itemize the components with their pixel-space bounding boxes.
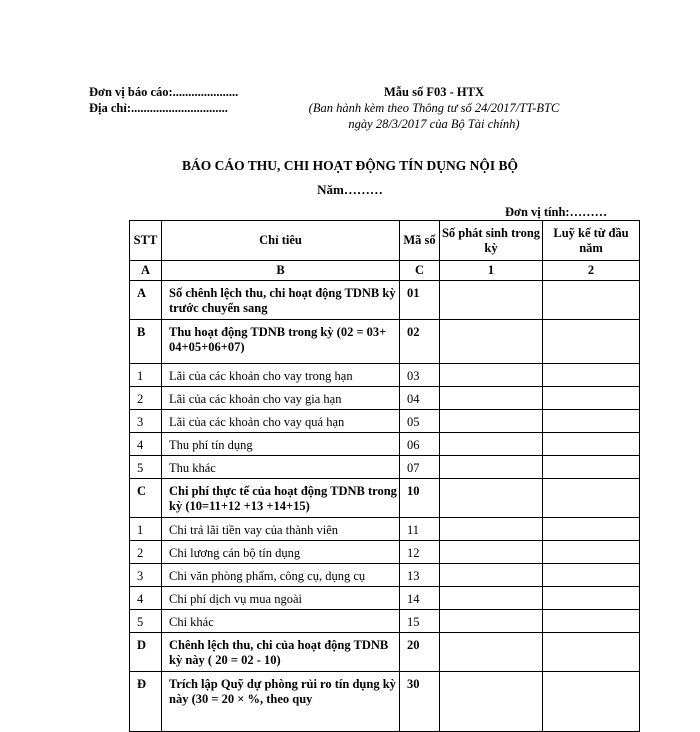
table-row [130,633,640,672]
stt-cell-text: 4 [137,438,144,452]
indicator-cell-text: Thu khác [169,461,216,475]
stt-cell [130,672,162,732]
cumulative-value-cell [543,518,640,541]
code-cell-text: 04 [407,392,420,406]
code-cell-text: 20 [407,638,420,652]
stt-cell-text: 1 [137,369,144,383]
code-cell-text: 15 [407,615,420,629]
code-cell-text: 02 [407,325,420,339]
cumulative-value-cell [543,456,640,479]
code-cell [400,672,440,732]
table-row [130,479,640,518]
cumulative-value-cell [543,587,640,610]
header-right [298,84,570,132]
address: Địa chỉ:............................... [89,101,228,115]
letter-cell: 1 [440,261,543,281]
indicator-cell-text: Lãi của các khoản cho vay quá hạn [169,415,345,429]
stt-cell [130,564,162,587]
code-cell [400,541,440,564]
indicator-cell [162,633,400,672]
indicator-cell [162,672,400,732]
code-cell [400,587,440,610]
cumulative-value-cell [543,564,640,587]
stt-cell-text: 5 [137,461,144,475]
cumulative-value-cell [543,320,640,364]
cumulative-value-cell [543,610,640,633]
stt-cell-text: 3 [137,415,144,429]
header-indicator: Chỉ tiêu [162,221,400,261]
indicator-cell-text: Trích lập Quỹ dự phòng rủi ro tín dụng kỳ này (30 = 20 × %, theo quy [169,677,396,706]
code-cell [400,456,440,479]
indicator-cell-text: Chi khác [169,615,214,629]
stt-cell [130,633,162,672]
table-row [130,387,640,410]
code-cell-text: 03 [407,369,420,383]
period-value-cell [440,587,543,610]
stt-cell-text: 2 [137,546,144,560]
indicator-cell-text: Lãi của các khoản cho vay gia hạn [169,392,342,406]
header-code: Mã số [400,221,440,261]
header-stt: STT [130,221,162,261]
indicator-cell-text: Chi lương cán bộ tín dụng [169,546,301,560]
letter-cell: 2 [543,261,640,281]
cumulative-value-cell [543,433,640,456]
period-value-cell [440,610,543,633]
table-row [130,518,640,541]
code-cell [400,281,440,320]
stt-cell [130,281,162,320]
stt-cell [130,610,162,633]
code-cell-text: 06 [407,438,420,452]
indicator-cell [162,281,400,320]
code-cell [400,364,440,387]
table-row [130,456,640,479]
stt-cell-text: 5 [137,615,144,629]
stt-cell-text: A [137,286,147,300]
code-cell-text: 14 [407,592,420,606]
stt-cell-text: 3 [137,569,144,583]
code-cell [400,410,440,433]
indicator-cell-text: Lãi của các khoản cho vay trong hạn [169,369,353,383]
report-year: Năm……… [317,182,383,197]
indicator-cell-text: Chi phí thực tế của hoạt động TDNB trong kỳ (10=11+12 +13 +14+15) [169,484,397,513]
period-value-cell [440,518,543,541]
indicator-cell [162,564,400,587]
indicator-cell-text: Chi trả lãi tiền vay của thành viên [169,523,339,537]
stt-cell [130,433,162,456]
code-cell [400,479,440,518]
indicator-cell [162,518,400,541]
indicator-cell [162,610,400,633]
code-cell [400,610,440,633]
cumulative-value-cell [543,364,640,387]
cumulative-value-cell [543,672,640,732]
code-cell [400,518,440,541]
indicator-cell-text: Thu phí tín dụng [169,438,253,452]
indicator-cell [162,410,400,433]
period-value-cell [440,456,543,479]
indicator-cell [162,320,400,364]
table-row [130,610,640,633]
period-value-cell [440,410,543,433]
indicator-cell-text: Thu hoạt động TDNB trong kỳ (02 = 03+ 04+05+06+07) [169,325,387,354]
issued-line-1: (Ban hành kèm theo Thông tư số 24/2017/TT-BTC [308,101,560,115]
period-value-cell [440,387,543,410]
table-row [130,433,640,456]
cumulative-value-cell [543,281,640,320]
indicator-cell [162,479,400,518]
indicator-cell [162,587,400,610]
stt-cell-text: Đ [137,677,147,691]
indicator-cell-text: Chi phí dịch vụ mua ngoài [169,592,302,606]
period-value-cell [440,479,543,518]
cumulative-value-cell [543,541,640,564]
period-value-cell [440,281,543,320]
stt-cell [130,518,162,541]
code-cell-text: 07 [407,461,420,475]
period-value-cell [440,541,543,564]
code-cell-text: 12 [407,546,420,560]
period-value-cell [440,633,543,672]
stt-cell [130,364,162,387]
letter-cell: A [130,261,162,281]
code-cell-text: 05 [407,415,420,429]
code-cell [400,433,440,456]
stt-cell-text: 2 [137,392,144,406]
period-value-cell [440,320,543,364]
period-value-cell [440,433,543,456]
table-header-row [130,221,640,261]
header-cumulative: Luỹ kế từ đầu năm [543,221,640,261]
header-period: Số phát sinh trong kỳ [440,221,543,261]
stt-cell-text: B [137,325,146,339]
indicator-cell-text: Chênh lệch thu, chi của hoạt động TDNB kỳ này ( 20 = 02 - 10) [169,638,389,667]
stt-cell-text: 4 [137,592,144,606]
indicator-cell-text: Số chênh lệch thu, chi hoạt động TDNB kỳ trước chuyển sang [169,286,396,315]
cumulative-value-cell [543,387,640,410]
code-cell [400,564,440,587]
table-row [130,364,640,387]
issued-line-2: ngày 28/3/2017 của Bộ Tài chính) [348,117,520,131]
code-cell [400,633,440,672]
indicator-cell [162,387,400,410]
code-cell-text: 10 [407,484,420,498]
table-row [130,541,640,564]
stt-cell [130,410,162,433]
indicator-cell [162,456,400,479]
table-row [130,564,640,587]
code-cell [400,320,440,364]
reporting-unit: Đơn vị báo cáo:..................... [89,85,239,99]
cumulative-value-cell [543,633,640,672]
stt-cell [130,479,162,518]
header-left [89,84,238,116]
table-row [130,587,640,610]
report-table [129,220,640,732]
stt-cell-text: C [137,484,147,498]
form-number: Mẫu số F03 - HTX [384,85,484,99]
cumulative-value-cell [543,410,640,433]
period-value-cell [440,672,543,732]
table-row [130,320,640,364]
table-row [130,410,640,433]
stt-cell-text: 1 [137,523,144,537]
letter-cell: B [162,261,400,281]
code-cell-text: 11 [407,523,420,537]
letter-cell: C [400,261,440,281]
stt-cell-text: D [137,638,147,652]
unit-label: Đơn vị tính:……… [505,205,608,219]
indicator-cell [162,541,400,564]
period-value-cell [440,364,543,387]
cumulative-value-cell [543,479,640,518]
code-cell [400,387,440,410]
stt-cell [130,456,162,479]
period-value-cell [440,564,543,587]
stt-cell [130,320,162,364]
report-title: BÁO CÁO THU, CHI HOẠT ĐỘNG TÍN DỤNG NỘI BỘ [181,158,519,173]
code-cell-text: 01 [407,286,420,300]
stt-cell [130,387,162,410]
table-letter-row [130,261,640,281]
code-cell-text: 13 [407,569,420,583]
indicator-cell [162,364,400,387]
stt-cell [130,587,162,610]
indicator-cell-text: Chi văn phòng phẩm, công cụ, dụng cụ [169,569,366,583]
table-row [130,672,640,732]
table-row [130,281,640,320]
stt-cell [130,541,162,564]
code-cell-text: 30 [407,677,420,691]
indicator-cell [162,433,400,456]
